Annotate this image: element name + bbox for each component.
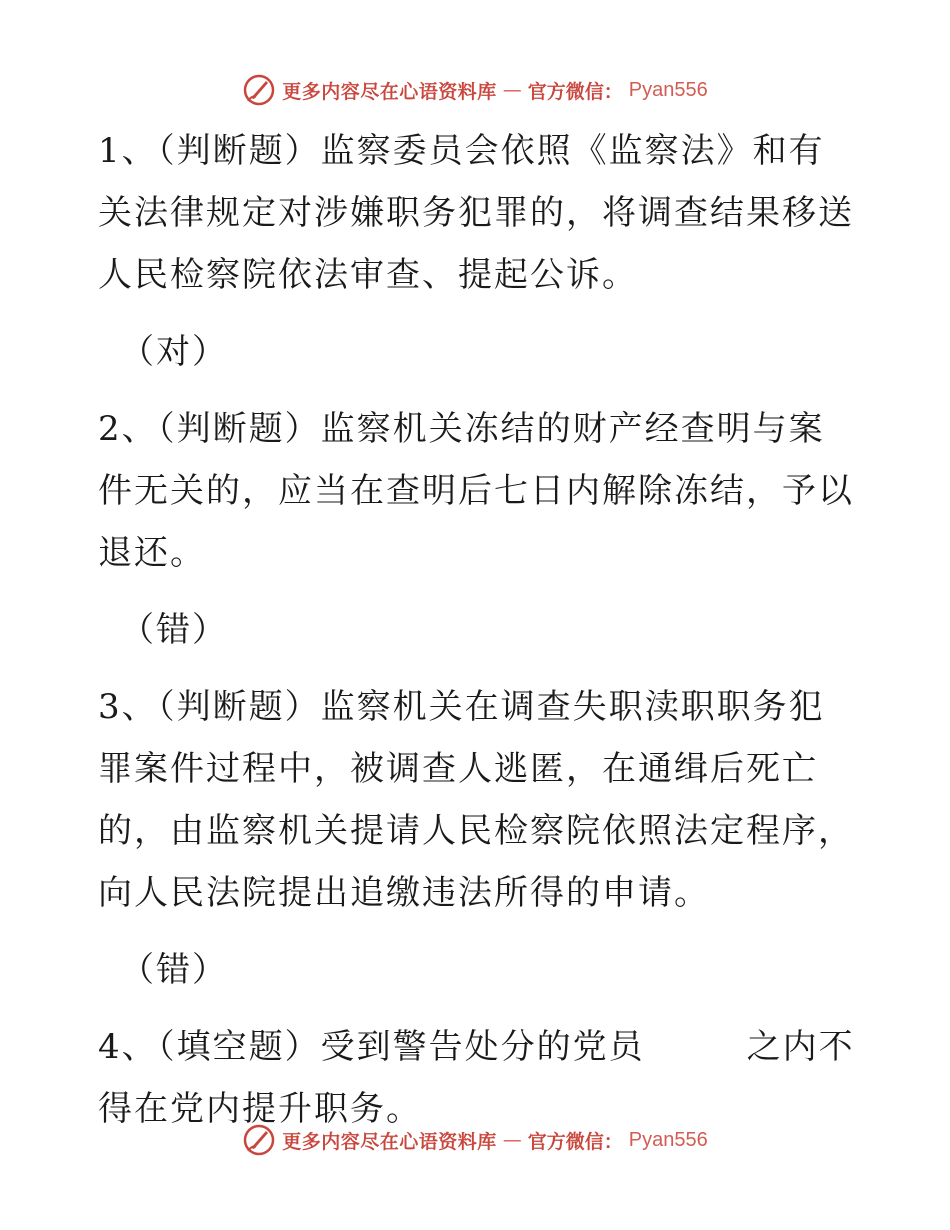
banner-text: 更多内容尽在心语资料库	[282, 1130, 497, 1153]
header-watermark-banner	[0, 70, 950, 110]
banner-wechat-label: 官方微信：	[527, 80, 623, 103]
banner-wechat-id: Pyan556	[628, 78, 708, 101]
banner-wechat-label: 官方微信：	[527, 1130, 623, 1153]
question-4-text-before: 4、（填空题）受到警告处分的党员	[98, 1027, 645, 1067]
question-3-answer: （错）	[120, 950, 228, 990]
question-4-text-after: 之内不得在党内提升职务。	[98, 1027, 855, 1129]
quill-logo-icon	[242, 1123, 276, 1157]
question-2-text: 2、（判断题）监察机关冻结的财产经查明与案件无关的，应当在查明后七日内解除冻结，予以退还。	[98, 409, 854, 573]
question-1-text: 1、（判断题）监察委员会依照《监察法》和有关法律规定对涉嫌职务犯罪的，将调查结果移送人民检察院依法审查、提起公诉。	[98, 131, 854, 295]
quill-logo-icon	[242, 73, 276, 107]
document-body	[98, 120, 858, 1140]
banner-text: 更多内容尽在心语资料库	[282, 80, 497, 103]
footer-watermark-banner	[0, 1120, 950, 1160]
question-3-text: 3、（判断题）监察机关在调查失职渎职职务犯罪案件过程中，被调查人逃匿，在通缉后死亡的，由监察机关提请人民检察院依照法定程序，向人民法院提出追缴违法所得的申请。	[98, 687, 854, 913]
banner-separator: —	[502, 79, 522, 101]
banner-wechat-id: Pyan556	[628, 1128, 708, 1151]
question-1-answer: （对）	[120, 332, 228, 372]
banner-separator: —	[502, 1129, 522, 1151]
question-2-answer: （错）	[120, 610, 228, 650]
